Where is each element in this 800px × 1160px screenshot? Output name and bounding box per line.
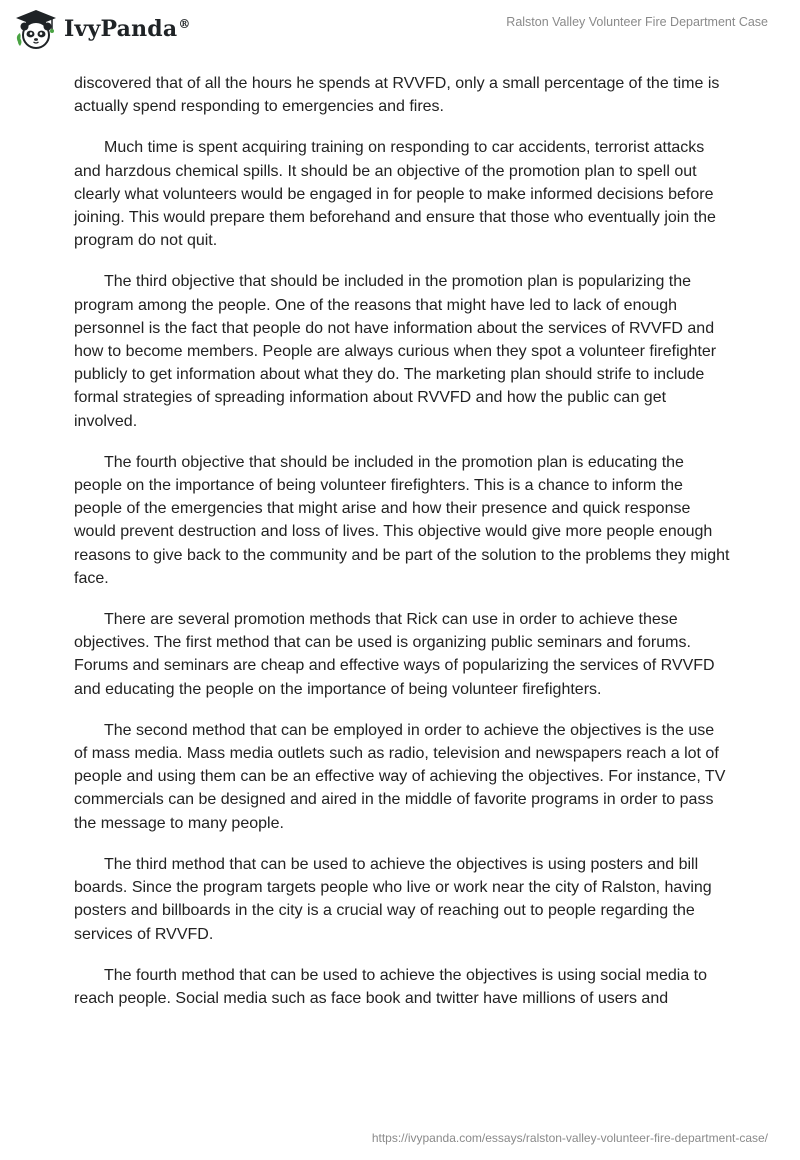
source-url[interactable]: https://ivypanda.com/essays/ralston-valley-volunteer-fire-department-case/ (371, 1131, 768, 1145)
essay-body (74, 72, 730, 1028)
paragraph: There are several promotion methods that Rick can use in order to achieve these objectives. The first method that can be used is organizing public seminars and forums. Forums and seminars are cheap and effective ways of popularizing the services of RVVFD and educating the people on the importance of being volunteer firefighters. (74, 611, 715, 698)
paragraph: Much time is spent acquiring training on responding to car accidents, terrorist attacks and harzdous chemical spills. It should be an objective of the promotion plan to spell out clearly what volunteers would be engaged in for people to make informed decisions before joining. This would prepare them beforehand and ensure that those who eventually join the program do not quit. (74, 139, 716, 250)
brand-name: IvyPanda® (64, 16, 191, 42)
panda-graduate-logo-icon (14, 8, 58, 50)
paragraph: The third method that can be used to achieve the objectives is using posters and bill boards. Since the program targets people who live or work near the city of Ralston, having posters and billboards in the city is a crucial way of reaching out to people regarding the services of RVVFD. (74, 855, 712, 943)
paragraph: The fourth method that can be used to achieve the objectives is using social media to reach people. Social media such as face book and twitter have millions of users and (74, 966, 708, 1007)
paragraph: The third objective that should be included in the promotion plan is popularizing the program among the people. One of the reasons that might have led to lack of enough personnel is the fact that people do not have information about the services of RVVFD and how to become members. People are always curious when they spot a volunteer firefighter publicly to get information about what they do. The marketing plan should strife to include formal strategies of spreading information about RVVFD and how the public can get involved. (74, 273, 717, 430)
document-title: Ralston Valley Volunteer Fire Department Case (506, 15, 768, 29)
page-header (0, 0, 800, 62)
paragraph: The fourth objective that should be included in the promotion plan is educating the people on the importance of being volunteer firefighters. This is a chance to inform the people of the emergencies that might arise and how their presence and quick response would prevent destruction and loss of lives. This objective would give more people enough reasons to give back to the community and be part of the solution to the problems they might face. (74, 453, 730, 587)
paragraph: The second method that can be employed in order to achieve the objectives is the use of mass media. Mass media outlets such as radio, television and newspapers reach a lot of people and using them can be an effective way of achieving the objectives. For instance, TV commercials can be designed and aired in the middle of favorite programs in order to pass the message to many people. (74, 721, 726, 832)
paragraph: discovered that of all the hours he spends at RVVFD, only a small percentage of the time is actually spend responding to emergencies and fires. (74, 75, 720, 116)
brand-logo[interactable] (14, 8, 191, 50)
